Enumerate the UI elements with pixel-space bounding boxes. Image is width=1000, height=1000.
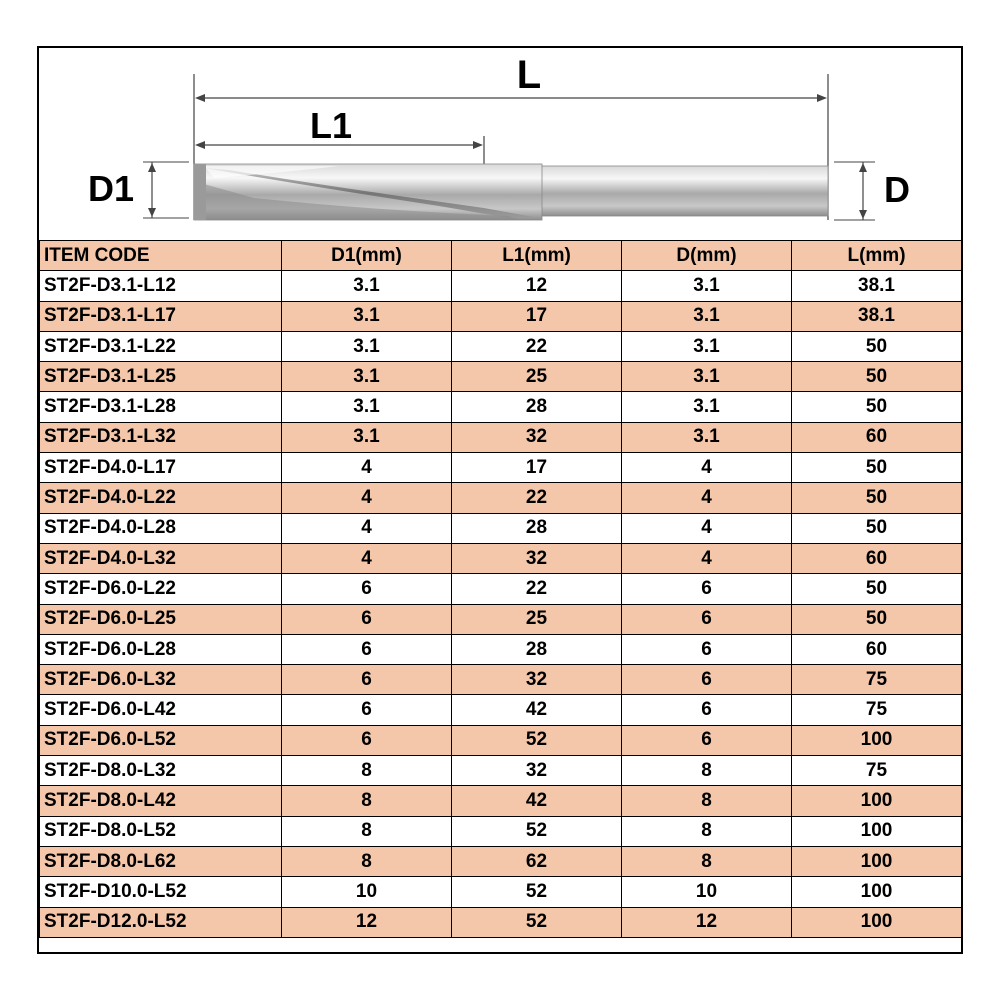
- d-cell: 4: [622, 543, 792, 573]
- item-code-cell: ST2F-D6.0-L42: [40, 695, 282, 725]
- l1-cell: 28: [452, 513, 622, 543]
- l-cell: 100: [792, 816, 962, 846]
- table-row: [40, 695, 962, 725]
- d1-cell: 6: [282, 665, 452, 695]
- l-cell: 50: [792, 453, 962, 483]
- table-row: [40, 634, 962, 664]
- item-code-cell: ST2F-D6.0-L32: [40, 665, 282, 695]
- item-code-cell: ST2F-D3.1-L12: [40, 271, 282, 301]
- specification-table: [39, 240, 962, 938]
- label-cutting-diameter: D1: [87, 168, 135, 209]
- l-cell: 38.1: [792, 301, 962, 331]
- table-row: [40, 574, 962, 604]
- table-row: [40, 301, 962, 331]
- d1-cell: 3.1: [282, 422, 452, 452]
- l-cell: 75: [792, 695, 962, 725]
- d1-cell: 4: [282, 453, 452, 483]
- d1-cell: 6: [282, 695, 452, 725]
- d-cell: 6: [622, 574, 792, 604]
- header-l: L(mm): [792, 241, 962, 271]
- l-cell: 50: [792, 483, 962, 513]
- l1-cell: 17: [452, 301, 622, 331]
- l-cell: 60: [792, 543, 962, 573]
- item-code-cell: ST2F-D8.0-L62: [40, 846, 282, 876]
- table-row: [40, 422, 962, 452]
- d-cell: 12: [622, 907, 792, 937]
- l-cell: 38.1: [792, 271, 962, 301]
- item-code-cell: ST2F-D6.0-L22: [40, 574, 282, 604]
- d-cell: 6: [622, 665, 792, 695]
- l1-cell: 17: [452, 453, 622, 483]
- table-row: [40, 907, 962, 937]
- l1-cell: 22: [452, 331, 622, 361]
- d-cell: 8: [622, 816, 792, 846]
- l1-cell: 52: [452, 725, 622, 755]
- spec-sheet: [37, 46, 963, 954]
- d1-cell: 8: [282, 846, 452, 876]
- d1-cell: 3.1: [282, 331, 452, 361]
- l-cell: 50: [792, 331, 962, 361]
- d-cell: 3.1: [622, 301, 792, 331]
- d1-cell: 4: [282, 543, 452, 573]
- l1-cell: 22: [452, 483, 622, 513]
- l-cell: 100: [792, 725, 962, 755]
- d-cell: 3.1: [622, 271, 792, 301]
- table-row: [40, 513, 962, 543]
- item-code-cell: ST2F-D12.0-L52: [40, 907, 282, 937]
- item-code-cell: ST2F-D4.0-L28: [40, 513, 282, 543]
- d-cell: 6: [622, 725, 792, 755]
- l1-cell: 12: [452, 271, 622, 301]
- l1-cell: 32: [452, 422, 622, 452]
- l-cell: 50: [792, 604, 962, 634]
- table-row: [40, 392, 962, 422]
- item-code-cell: ST2F-D3.1-L17: [40, 301, 282, 331]
- item-code-cell: ST2F-D8.0-L52: [40, 816, 282, 846]
- item-code-cell: ST2F-D8.0-L42: [40, 786, 282, 816]
- tool-dimension-diagram: [39, 48, 961, 240]
- d1-cell: 8: [282, 756, 452, 786]
- d1-cell: 4: [282, 483, 452, 513]
- l-cell: 60: [792, 634, 962, 664]
- l1-cell: 28: [452, 392, 622, 422]
- l-cell: 100: [792, 786, 962, 816]
- item-code-cell: ST2F-D10.0-L52: [40, 877, 282, 907]
- label-cutting-length: L1: [309, 105, 353, 146]
- header-d: D(mm): [622, 241, 792, 271]
- d1-cell: 8: [282, 786, 452, 816]
- d-cell: 8: [622, 756, 792, 786]
- l1-cell: 42: [452, 786, 622, 816]
- d-cell: 8: [622, 786, 792, 816]
- table-body: [40, 271, 962, 938]
- item-code-cell: ST2F-D4.0-L17: [40, 453, 282, 483]
- l1-cell: 52: [452, 877, 622, 907]
- d1-cell: 8: [282, 816, 452, 846]
- d-cell: 3.1: [622, 392, 792, 422]
- l1-cell: 25: [452, 604, 622, 634]
- table-row: [40, 816, 962, 846]
- d-cell: 3.1: [622, 331, 792, 361]
- d1-cell: 3.1: [282, 301, 452, 331]
- item-code-cell: ST2F-D6.0-L28: [40, 634, 282, 664]
- l-cell: 50: [792, 574, 962, 604]
- d-cell: 3.1: [622, 422, 792, 452]
- d-cell: 6: [622, 604, 792, 634]
- l1-cell: 62: [452, 846, 622, 876]
- l-cell: 50: [792, 362, 962, 392]
- table-row: [40, 665, 962, 695]
- l1-cell: 42: [452, 695, 622, 725]
- l1-cell: 52: [452, 907, 622, 937]
- d1-cell: 6: [282, 634, 452, 664]
- d1-cell: 12: [282, 907, 452, 937]
- table-row: [40, 362, 962, 392]
- item-code-cell: ST2F-D3.1-L28: [40, 392, 282, 422]
- l-cell: 100: [792, 846, 962, 876]
- header-l1: L1(mm): [452, 241, 622, 271]
- table-row: [40, 453, 962, 483]
- item-code-cell: ST2F-D6.0-L52: [40, 725, 282, 755]
- end-mill-drawing: [39, 48, 961, 240]
- item-code-cell: ST2F-D6.0-L25: [40, 604, 282, 634]
- d1-cell: 3.1: [282, 362, 452, 392]
- l1-cell: 22: [452, 574, 622, 604]
- table-header-row: [40, 241, 962, 271]
- header-d1: D1(mm): [282, 241, 452, 271]
- item-code-cell: ST2F-D8.0-L32: [40, 756, 282, 786]
- table-row: [40, 604, 962, 634]
- d1-cell: 6: [282, 725, 452, 755]
- table-row: [40, 271, 962, 301]
- label-shank-diameter: D: [884, 169, 910, 210]
- d-cell: 10: [622, 877, 792, 907]
- item-code-cell: ST2F-D4.0-L22: [40, 483, 282, 513]
- d-cell: 4: [622, 483, 792, 513]
- d1-cell: 3.1: [282, 392, 452, 422]
- l1-cell: 32: [452, 543, 622, 573]
- l-cell: 50: [792, 392, 962, 422]
- d-cell: 8: [622, 846, 792, 876]
- table-row: [40, 331, 962, 361]
- table-row: [40, 877, 962, 907]
- d-cell: 4: [622, 513, 792, 543]
- l-cell: 75: [792, 665, 962, 695]
- d-cell: 3.1: [622, 362, 792, 392]
- item-code-cell: ST2F-D3.1-L25: [40, 362, 282, 392]
- item-code-cell: ST2F-D4.0-L32: [40, 543, 282, 573]
- table-row: [40, 846, 962, 876]
- l1-cell: 32: [452, 756, 622, 786]
- d1-cell: 4: [282, 513, 452, 543]
- table-row: [40, 756, 962, 786]
- l1-cell: 32: [452, 665, 622, 695]
- l-cell: 50: [792, 513, 962, 543]
- table-row: [40, 543, 962, 573]
- table-row: [40, 483, 962, 513]
- l1-cell: 52: [452, 816, 622, 846]
- d1-cell: 6: [282, 574, 452, 604]
- l-cell: 100: [792, 877, 962, 907]
- l-cell: 75: [792, 756, 962, 786]
- item-code-cell: ST2F-D3.1-L32: [40, 422, 282, 452]
- table-row: [40, 725, 962, 755]
- l-cell: 100: [792, 907, 962, 937]
- label-length: L: [516, 53, 542, 97]
- l1-cell: 28: [452, 634, 622, 664]
- d1-cell: 6: [282, 604, 452, 634]
- end-mill-tool: [194, 164, 828, 220]
- d-cell: 6: [622, 695, 792, 725]
- item-code-cell: ST2F-D3.1-L22: [40, 331, 282, 361]
- d1-cell: 10: [282, 877, 452, 907]
- d-cell: 4: [622, 453, 792, 483]
- table-row: [40, 786, 962, 816]
- l-cell: 60: [792, 422, 962, 452]
- d-cell: 6: [622, 634, 792, 664]
- l1-cell: 25: [452, 362, 622, 392]
- header-item-code: ITEM CODE: [40, 241, 282, 271]
- d1-cell: 3.1: [282, 271, 452, 301]
